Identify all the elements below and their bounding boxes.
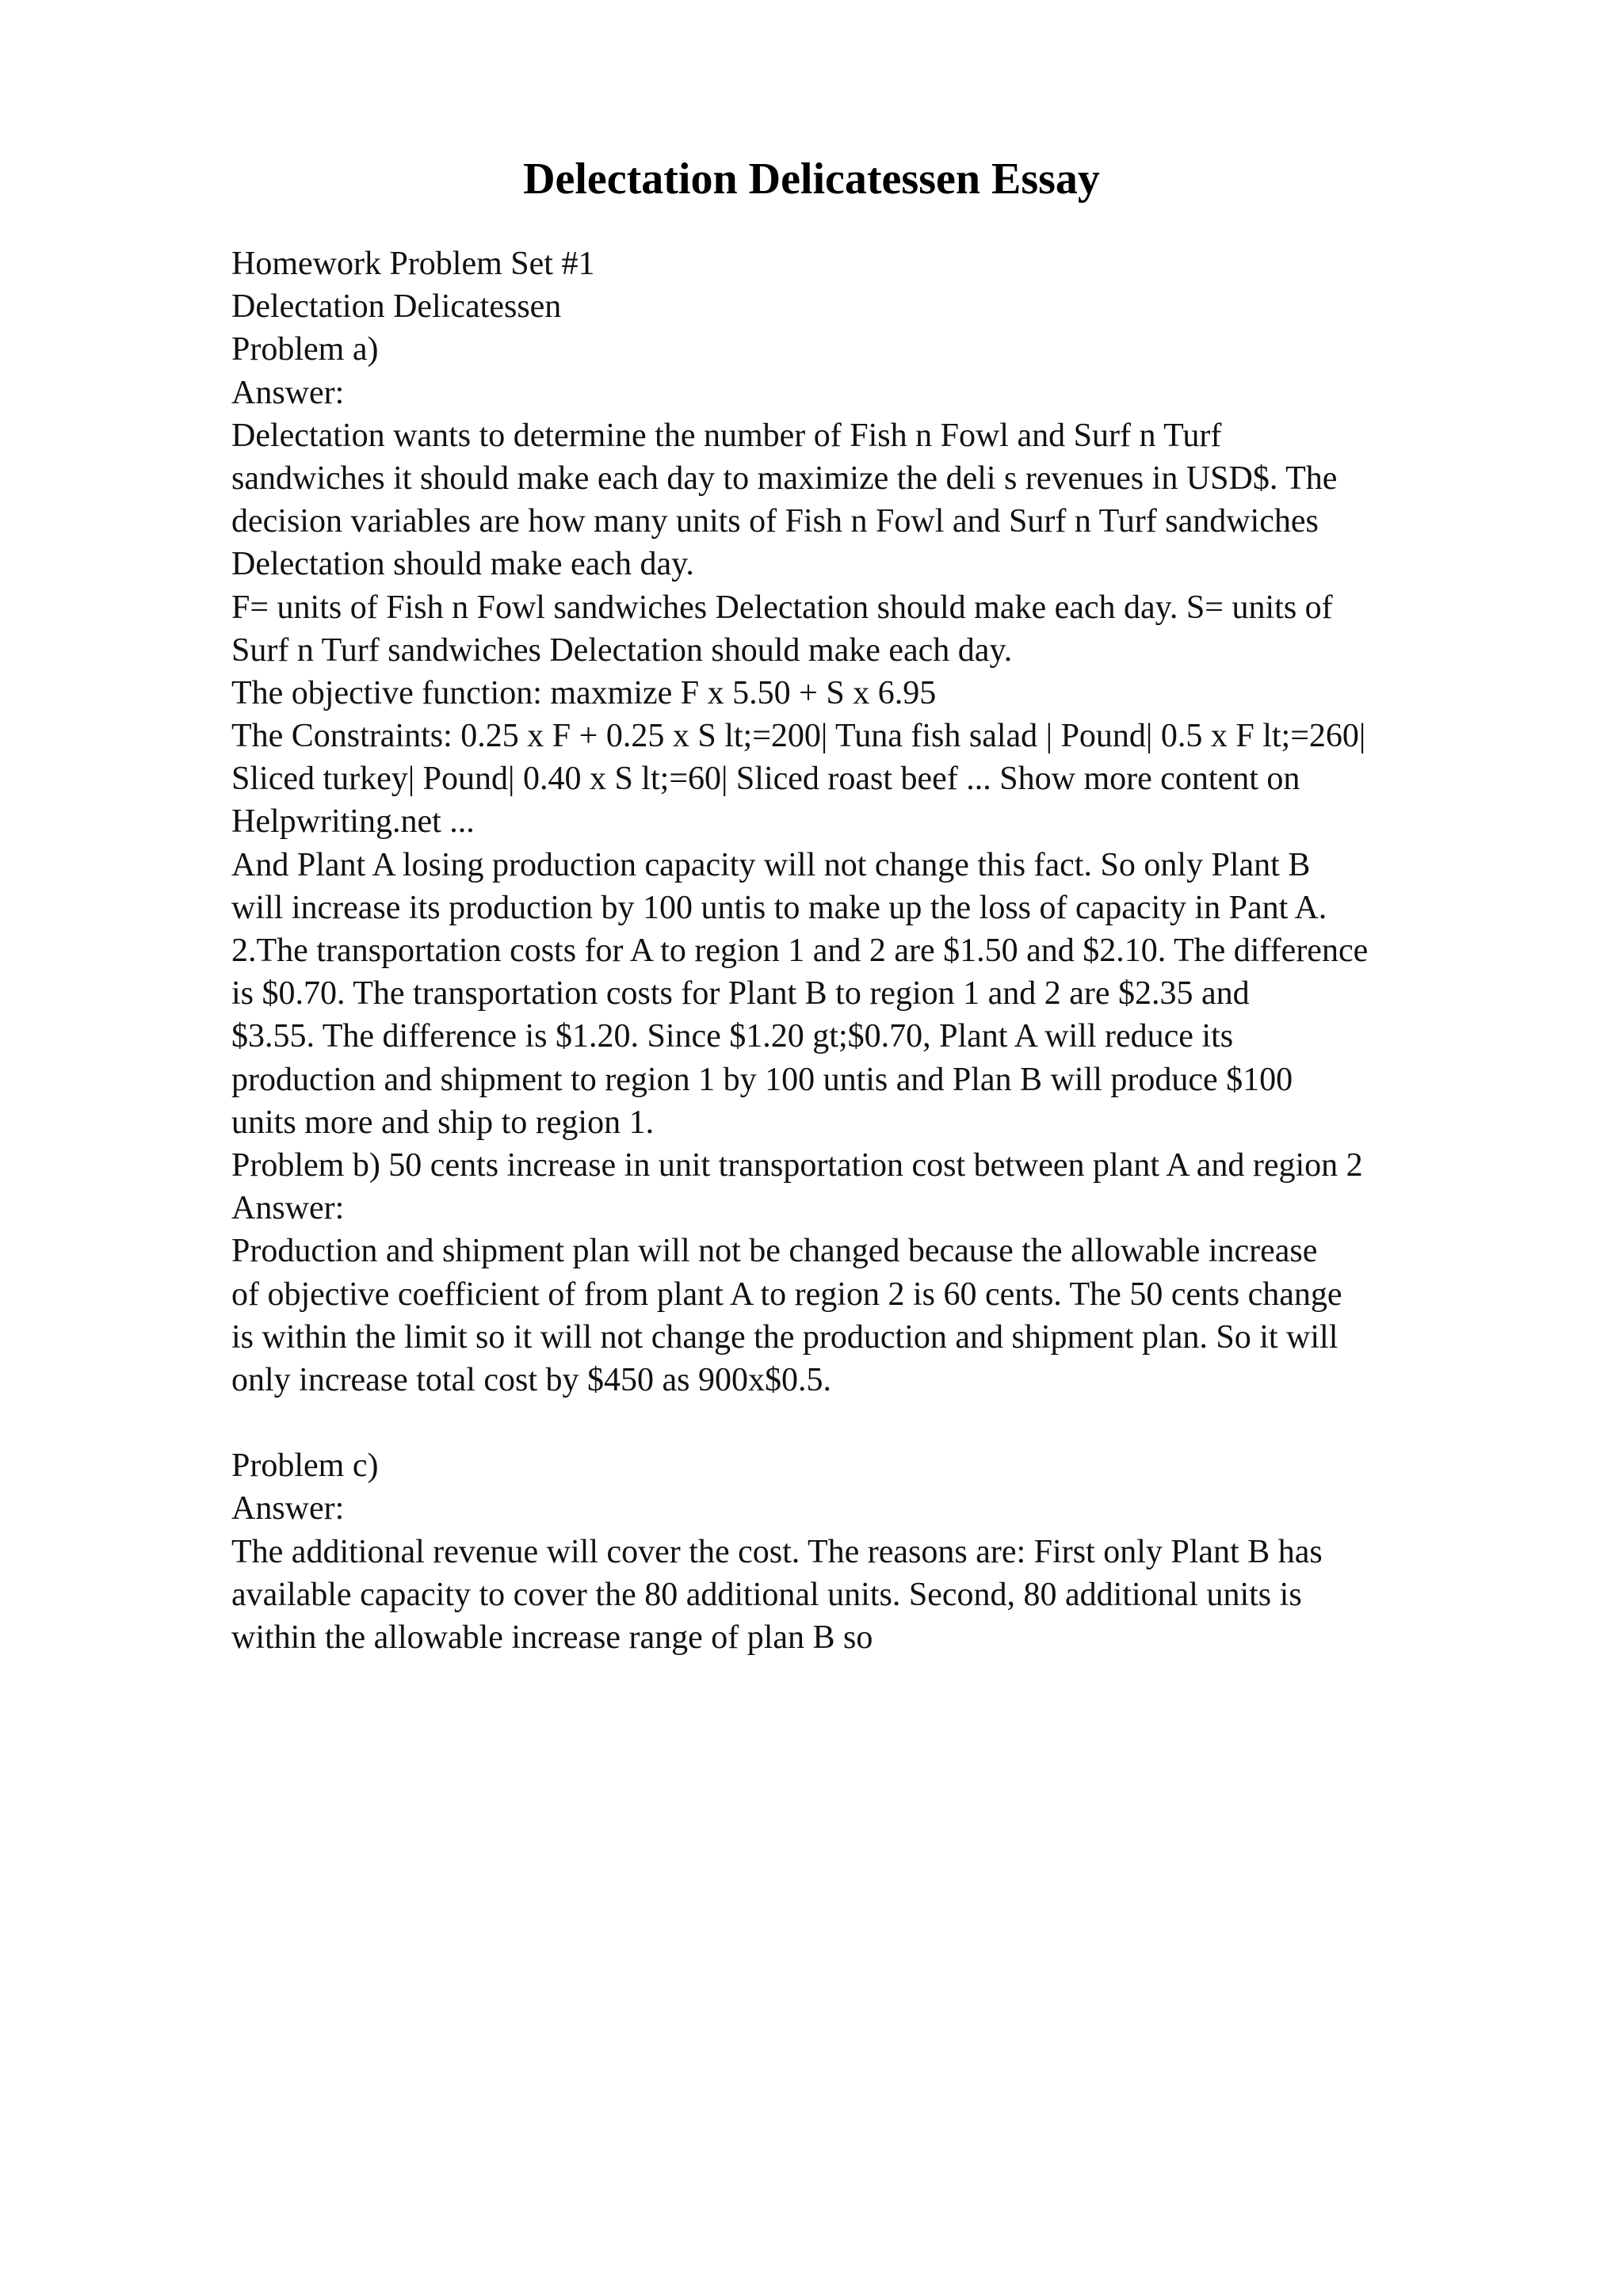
text-line: Surf n Turf sandwiches Delectation should make each day. [231, 631, 1013, 669]
text-line: Answer: [231, 1490, 345, 1527]
text-line: sandwiches it should make each day to maximize the deli s revenues in USD$. The [231, 460, 1338, 497]
text-line: $3.55. The difference is $1.20. Since $1.20 gt;$0.70, Plant A will reduce its [231, 1018, 1234, 1055]
paragraph-gap [231, 1402, 1579, 1444]
text-line: Problem a) [231, 331, 379, 368]
text-line: The objective function: maxmize F x 5.50 + S x 6.95 [231, 674, 937, 711]
text-line: The additional revenue will cover the cost. The reasons are: First only Plant B has [231, 1533, 1323, 1570]
text-line: production and shipment to region 1 by 100 untis and Plan B will produce $100 [231, 1061, 1293, 1098]
text-line: F= units of Fish n Fowl sandwiches Delectation should make each day. S= units of [231, 589, 1333, 626]
text-line: 2.The transportation costs for A to region 1 and 2 are $1.50 and $2.10. The difference [231, 933, 1369, 969]
text-line: The Constraints: 0.25 x F + 0.25 x S lt;=200| Tuna fish salad | Pound| 0.5 x F lt;=260| [231, 718, 1366, 755]
text-line: decision variables are how many units of Fish n Fowl and Surf n Turf sandwiches [231, 503, 1319, 540]
text-line: Problem b) 50 cents increase in unit transportation cost between plant A and region 2 [231, 1146, 1363, 1184]
text-line: Answer: [231, 374, 345, 411]
text-line: available capacity to cover the 80 additional units. Second, 80 additional units is [231, 1576, 1302, 1613]
text-line: Delectation should make each day. [231, 546, 694, 583]
document-title: Delectation Delicatessen Essay [523, 154, 1100, 204]
text-line: only increase total cost by $450 as 900x$0.5. [231, 1361, 832, 1398]
text-line: Problem c) [231, 1447, 379, 1485]
document-body [231, 242, 1579, 1659]
text-line: within the allowable increase range of plan B so [231, 1619, 873, 1656]
text-line: Delectation Delicatessen [231, 288, 562, 326]
text-line: Helpwriting.net ... [231, 803, 475, 841]
text-line: And Plant A losing production capacity will not change this fact. So only Plant B [231, 846, 1311, 883]
text-line: of objective coefficient of from plant A to region 2 is 60 cents. The 50 cents change [231, 1276, 1342, 1313]
text-line: Answer: [231, 1190, 345, 1227]
text-line: Production and shipment plan will not be changed because the allowable increase [231, 1233, 1318, 1270]
text-line: is within the limit so it will not change the production and shipment plan. So it will [231, 1318, 1338, 1356]
text-line: Sliced turkey| Pound| 0.40 x S lt;=60| Sliced roast beef ... Show more content on [231, 761, 1300, 798]
text-line: Delectation wants to determine the number of Fish n Fowl and Surf n Turf [231, 417, 1222, 454]
text-line: units more and ship to region 1. [231, 1104, 655, 1141]
text-line: Homework Problem Set #1 [231, 246, 595, 282]
text-line: will increase its production by 100 untis to make up the loss of capacity in Pant A. [231, 889, 1327, 926]
text-line: is $0.70. The transportation costs for Plant B to region 1 and 2 are $2.35 and [231, 975, 1250, 1013]
